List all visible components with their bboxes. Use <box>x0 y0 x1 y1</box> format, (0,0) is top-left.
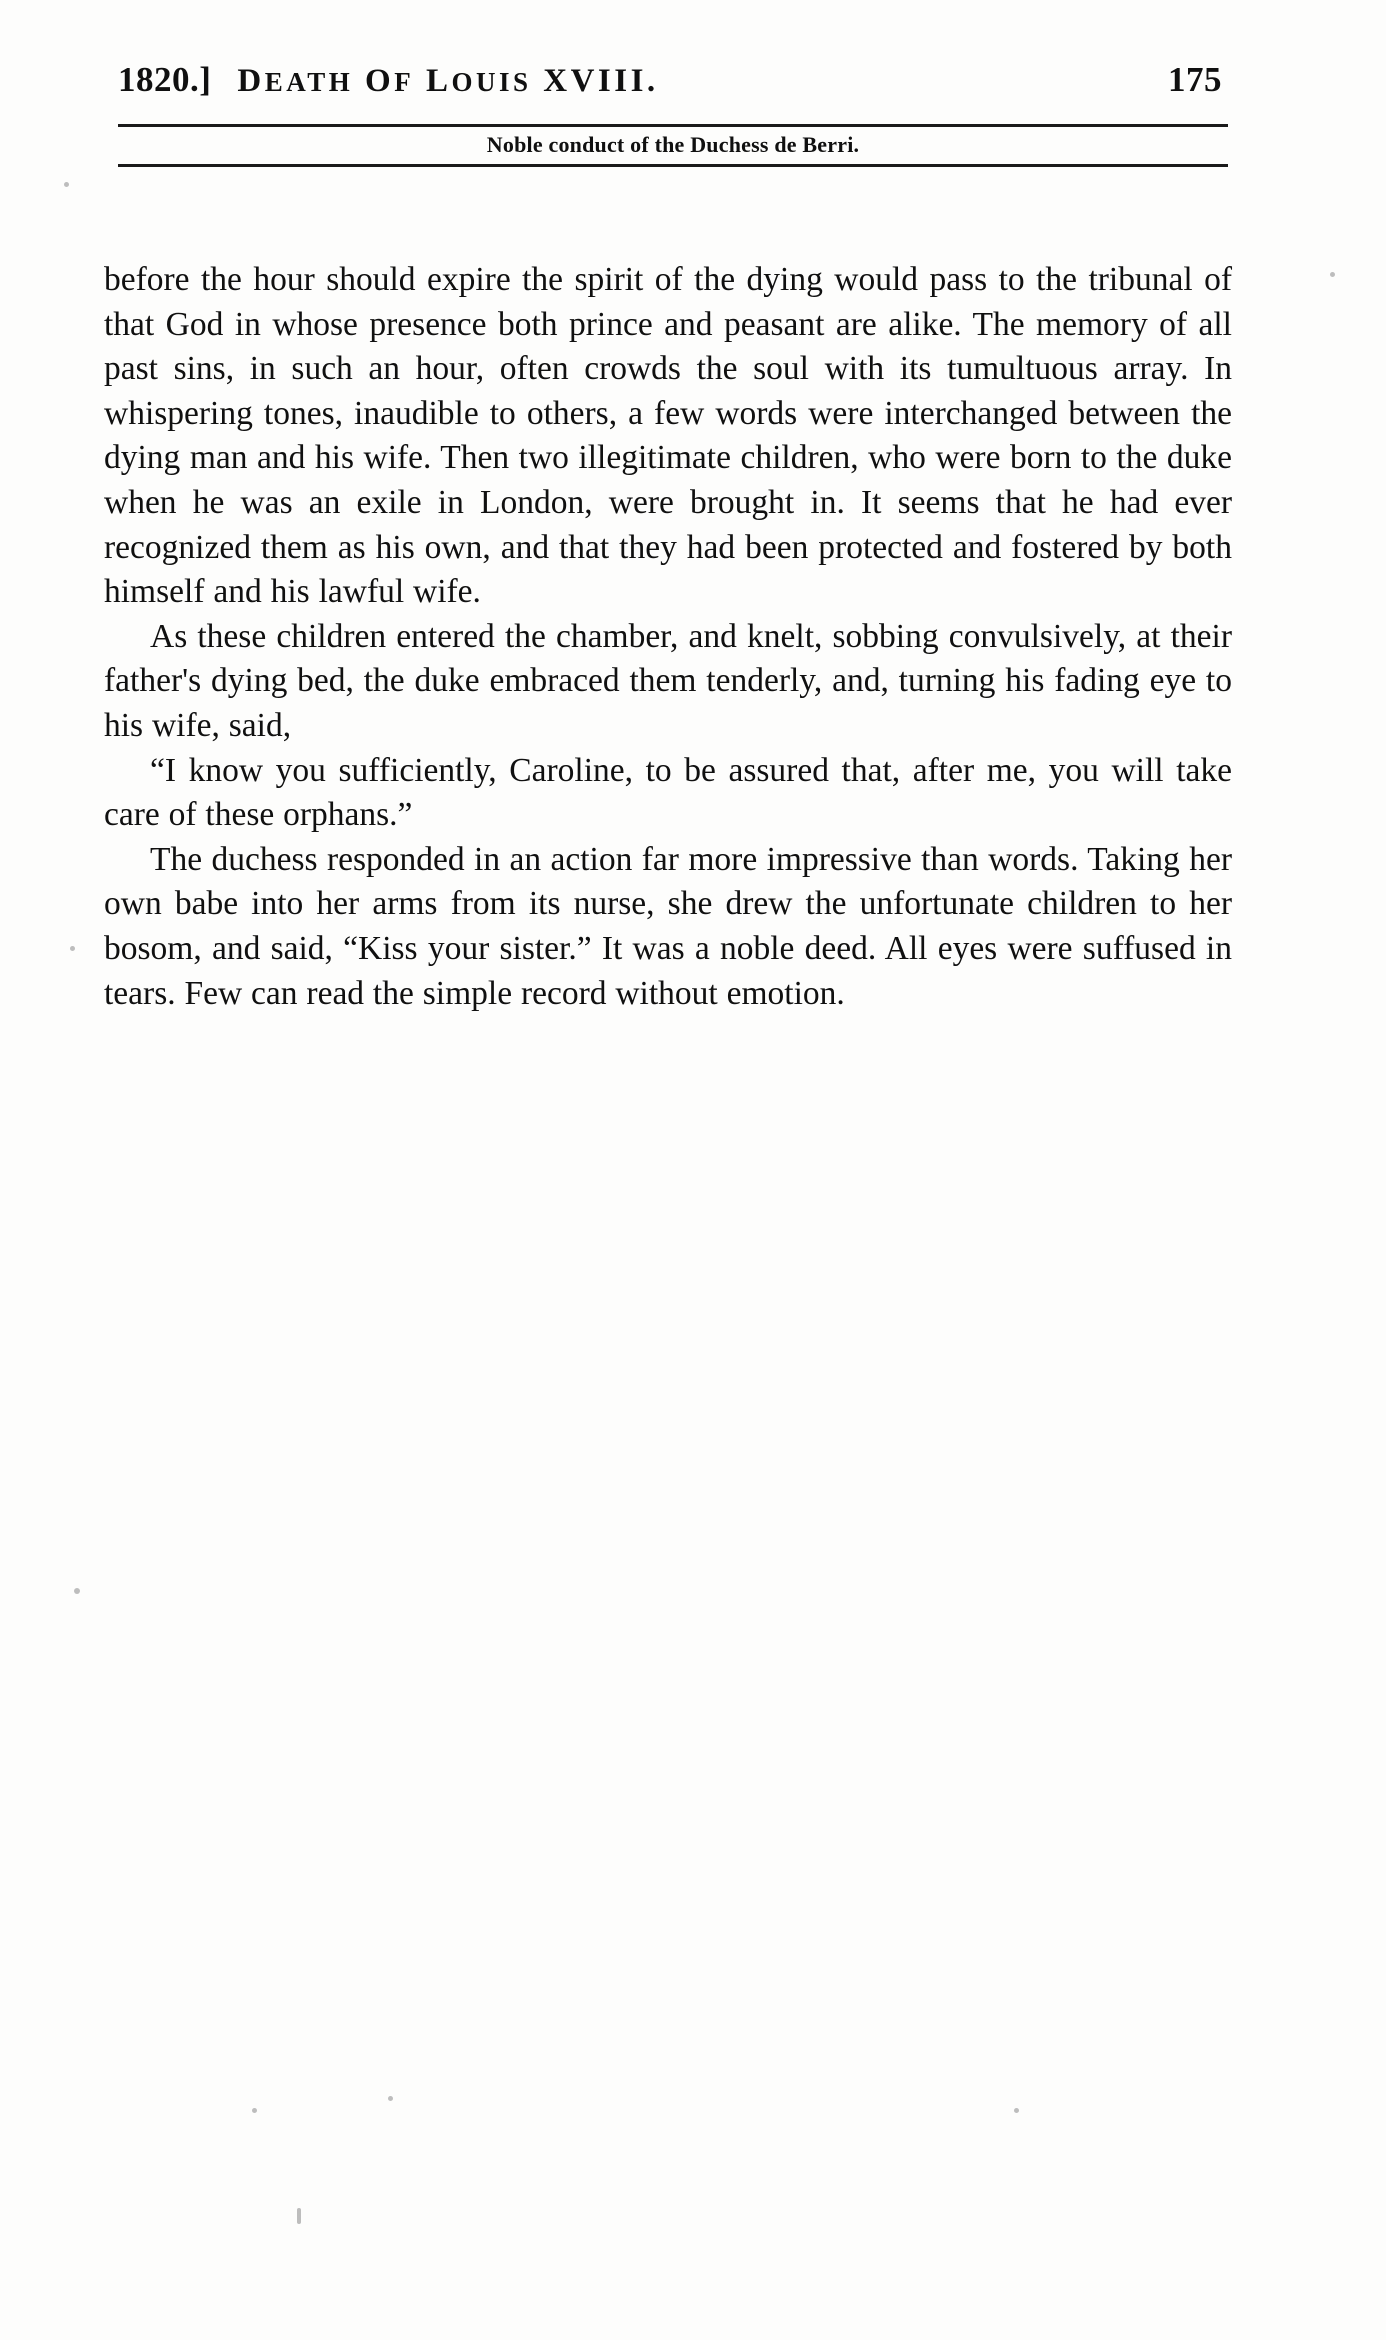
scan-speck <box>74 1588 80 1594</box>
scan-speck <box>252 2108 257 2113</box>
scan-speck <box>64 182 69 187</box>
scan-speck <box>70 946 75 951</box>
scan-speck <box>1014 2108 1019 2113</box>
scan-speck <box>297 2208 301 2224</box>
header-rule-top <box>118 124 1228 127</box>
scan-speck <box>388 2096 393 2101</box>
page-number: 175 <box>1168 60 1222 99</box>
paragraph: As these children entered the chamber, and knelt, sobbing convulsively, at their father's dying bed, the duke embraced them tenderly, and, turning his fading eye to his wife, said, <box>104 617 1232 744</box>
section-subheading: Noble conduct of the Duchess de Berri. <box>118 128 1228 162</box>
paragraph: The duchess responded in an action far more impressive than words. Taking her own babe into her arms from its nurse, she drew the unfortunate children to her bosom, and said, “Kiss your sister.” It was a noble deed. All eyes were suffused in tears. Few can read the simple record without emotion. <box>104 840 1232 1012</box>
running-head <box>118 60 1228 100</box>
paragraph: before the hour should expire the spirit of the dying would pass to the tribunal of that God in whose presence both prince and peasant are alike. The memory of all past sins, in such an hour, often crowds the soul with its tumultuous array. In whispering tones, inaudible to others, a few words were interchanged between the dying man and his wife. Then two illegitimate children, who were born to the duke when he was an exile in London, were brought in. It seems that he had ever recognized them as his own, and that they had been protected and fostered by both himself and his lawful wife. <box>104 261 1232 611</box>
scan-speck <box>1330 272 1335 277</box>
running-head-title <box>237 63 658 100</box>
running-head-year: 1820.] <box>118 60 212 99</box>
running-head-title-text: DEATH OF LOUIS XVIII. <box>237 63 659 99</box>
paragraph: “I know you sufficiently, Caroline, to be assured that, after me, you will take care of these orphans.” <box>104 751 1232 834</box>
body-text <box>104 258 1232 1016</box>
header-rule-bottom <box>118 164 1228 167</box>
